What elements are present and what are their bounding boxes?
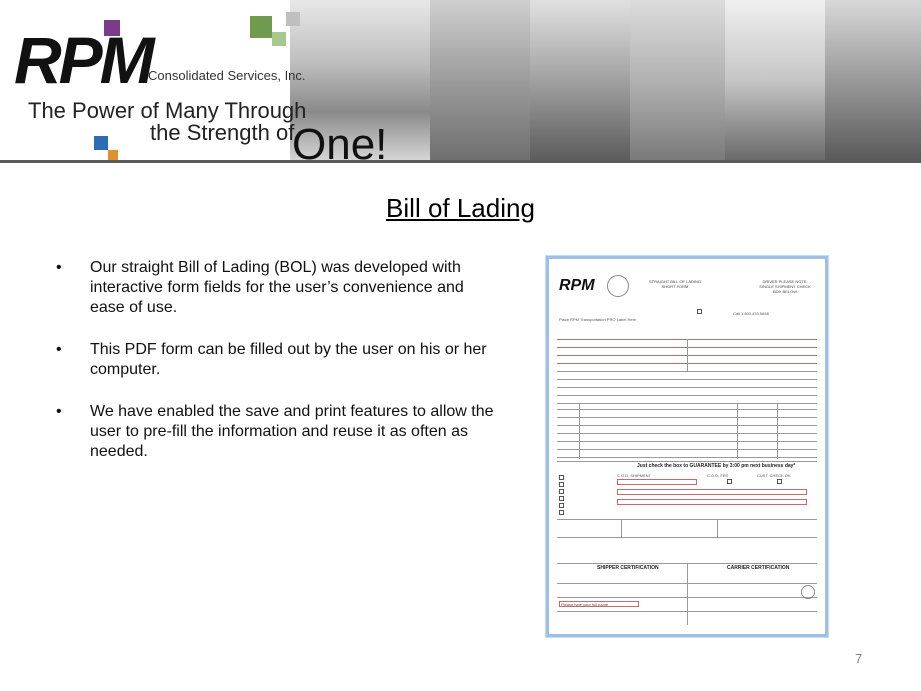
header-banner bbox=[0, 0, 921, 163]
option-checkbox bbox=[559, 489, 564, 494]
bullet-item bbox=[56, 340, 496, 380]
bol-column-divider bbox=[687, 339, 688, 371]
carrier-cert-label: CARRIER CERTIFICATION bbox=[727, 565, 790, 571]
bol-column-divider bbox=[579, 403, 580, 459]
tagline-line-1: The Power of Many Through bbox=[28, 98, 307, 123]
bol-form-row bbox=[557, 395, 817, 396]
decor-square-gray bbox=[286, 12, 300, 26]
guarantee-text: Just check the box to GUARANTEE by 3:00 pm next business day* bbox=[637, 463, 796, 469]
decor-square-light-green bbox=[272, 32, 286, 46]
cod-fee-checkbox bbox=[727, 479, 732, 484]
shipper-cert-label: SHIPPER CERTIFICATION bbox=[597, 565, 659, 571]
bullet-marker: • bbox=[56, 341, 62, 358]
photo-warehouse bbox=[430, 0, 530, 160]
bullet-marker: • bbox=[56, 259, 62, 276]
bol-form-row bbox=[557, 425, 817, 426]
option-checkbox bbox=[559, 510, 564, 515]
bol-column-divider bbox=[737, 403, 738, 459]
bullet-item bbox=[56, 258, 496, 318]
bol-form-row bbox=[557, 387, 817, 388]
bol-form-row bbox=[557, 403, 817, 404]
decor-square-blue bbox=[94, 136, 108, 150]
bol-form-row bbox=[557, 371, 817, 372]
bullet-marker: • bbox=[56, 403, 62, 420]
bol-header-title: STRAIGHT BILL OF LADING SHORT FORM bbox=[648, 279, 701, 289]
option-checkbox bbox=[559, 496, 564, 501]
bol-column-divider bbox=[777, 403, 778, 459]
bol-driver-note: DRIVER PLEASE NOTE: SINGLE SHIPMENT CHECK BOX BELOW bbox=[759, 279, 811, 294]
remit-address-field bbox=[617, 499, 807, 505]
bol-column-divider bbox=[621, 519, 622, 537]
bol-form-row bbox=[557, 611, 817, 612]
bullet-text: This PDF form can be filled out by the user on his or her computer. bbox=[90, 341, 487, 378]
bol-form-row bbox=[557, 409, 817, 410]
bol-form-row bbox=[557, 457, 817, 458]
photo-truck-dock bbox=[530, 0, 630, 160]
bol-form-row bbox=[557, 379, 817, 380]
option-checkbox bbox=[559, 475, 564, 480]
bol-form-row bbox=[557, 449, 817, 450]
single-shipment-checkbox bbox=[697, 309, 702, 314]
bol-pro-label: Place RPM Transportation PRO Label Here bbox=[559, 317, 637, 322]
bol-form-row bbox=[557, 461, 817, 462]
company-logo bbox=[10, 12, 388, 163]
company-name: Consolidated Services, Inc. bbox=[148, 68, 306, 83]
bol-form-thumbnail bbox=[546, 256, 828, 637]
bol-form-row bbox=[557, 537, 817, 538]
logo-wordmark: RPM bbox=[14, 23, 152, 97]
bol-column-divider bbox=[717, 519, 718, 537]
photo-train bbox=[825, 0, 921, 160]
tagline-emphasis: One! bbox=[292, 120, 388, 163]
signature-seal-icon bbox=[801, 585, 815, 599]
decor-square-green bbox=[250, 16, 272, 38]
tagline-line-2: the Strength of bbox=[150, 120, 295, 145]
bol-form-row bbox=[557, 433, 817, 434]
decor-square-orange bbox=[108, 150, 118, 160]
bol-column-divider bbox=[687, 563, 688, 625]
cod-label: C.O.D. SHIPMENT bbox=[617, 473, 652, 478]
cust-check-label: CUST. CHECK OK bbox=[757, 473, 791, 478]
option-checkbox bbox=[559, 482, 564, 487]
bullet-item bbox=[56, 402, 496, 462]
bol-form-content bbox=[557, 267, 817, 627]
bullet-list bbox=[56, 258, 496, 484]
cod-amount-field bbox=[617, 479, 697, 485]
photo-semi-truck bbox=[725, 0, 825, 160]
option-checkbox bbox=[559, 503, 564, 508]
bol-form-row bbox=[557, 441, 817, 442]
slide-title: Bill of Lading bbox=[386, 193, 535, 223]
bol-form-row bbox=[557, 597, 817, 598]
bol-form-row bbox=[557, 583, 817, 584]
cod-fee-label: C.O.D. FEE bbox=[707, 473, 729, 478]
cust-check-checkbox bbox=[777, 479, 782, 484]
print-name-placeholder: Please type your full name bbox=[561, 602, 609, 607]
bullet-text: We have enabled the save and print features to allow the user to pre-fill the information and reuse it as often as needed. bbox=[90, 403, 494, 460]
bol-form-row bbox=[557, 519, 817, 520]
bol-call-text: Call 1.800.433.5848 bbox=[733, 311, 769, 316]
photo-storage-racks bbox=[630, 0, 725, 160]
page-number: 7 bbox=[855, 651, 863, 666]
remit-to-field bbox=[617, 489, 807, 495]
bol-logo: RPM bbox=[559, 277, 595, 294]
ship-emblem-icon bbox=[607, 275, 629, 297]
bullet-text: Our straight Bill of Lading (BOL) was developed with interactive form fields for the user’s convenience and ease of use. bbox=[90, 259, 464, 316]
bol-form-row bbox=[557, 417, 817, 418]
